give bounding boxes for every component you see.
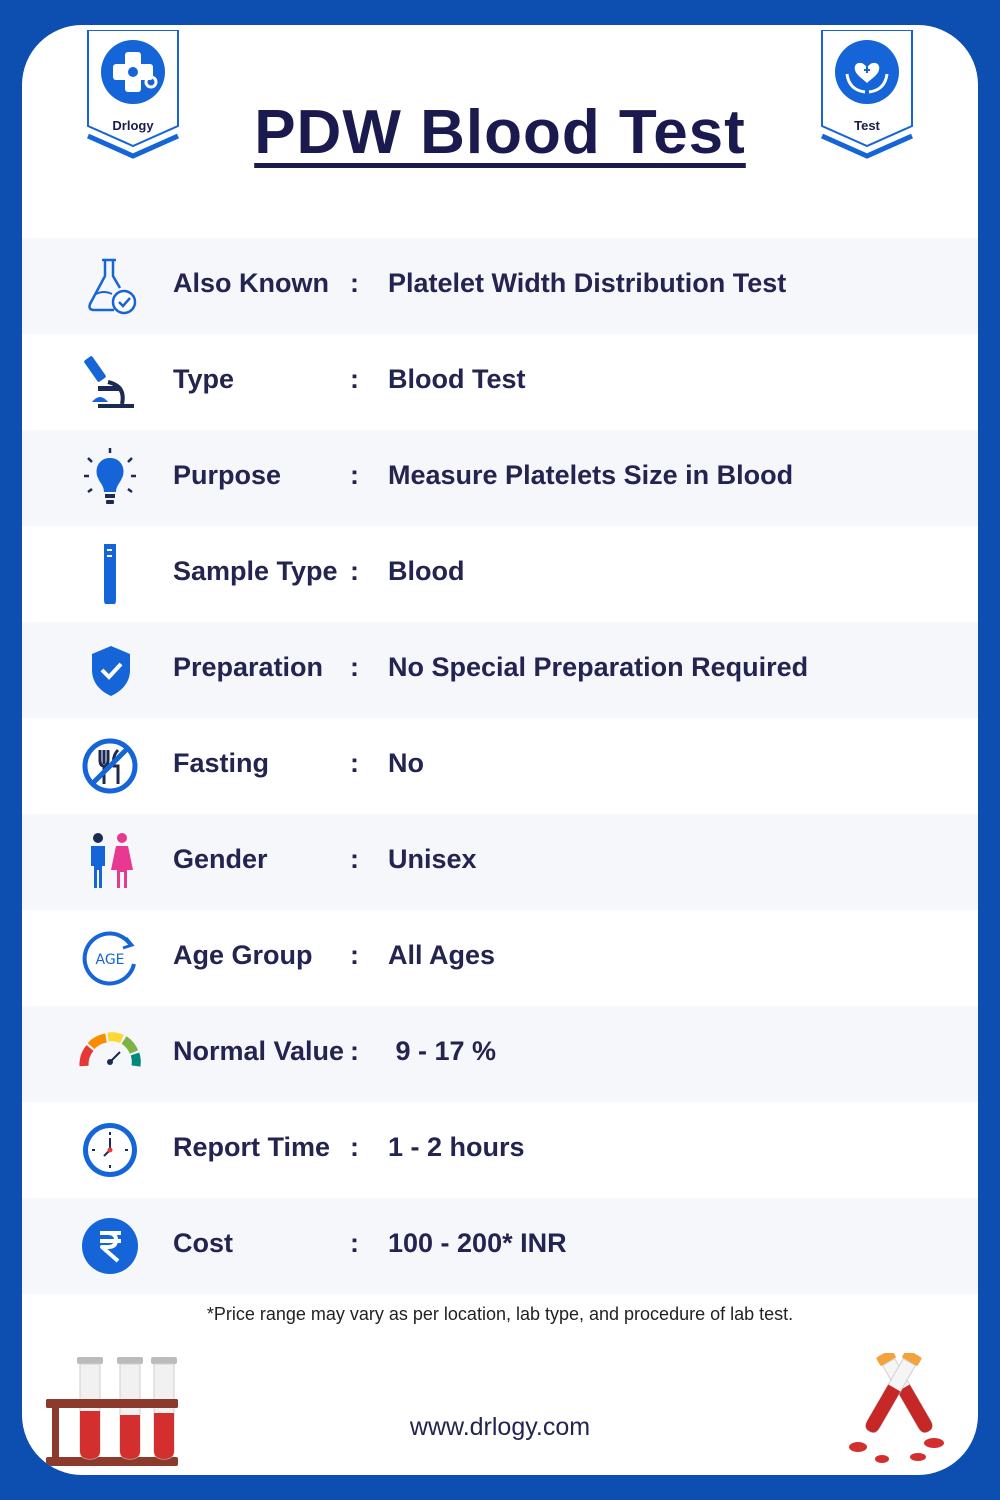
row-value: Blood [388,556,465,586]
row-label: Normal Value [173,1036,345,1066]
test-tube-rack-icon [42,1355,182,1467]
row-colon: : [350,1228,359,1258]
row-label: Fasting [173,748,270,778]
row-value: Measure Platelets Size in Blood [388,460,794,490]
gender-icon [78,832,142,892]
row-value: Unisex [388,844,477,874]
row-colon: : [350,748,359,778]
shield-check-icon [78,640,142,700]
row-value: No [388,748,424,778]
info-rows [22,238,978,1294]
row-label: Preparation [173,652,324,682]
row-fasting [22,718,978,814]
row-colon: : [350,268,359,298]
row-colon: : [350,652,359,682]
microscope-icon [78,352,142,412]
svg-text:AGE: AGE [95,952,125,968]
row-colon: : [350,460,359,490]
page-title [22,97,978,168]
row-preparation [22,622,978,718]
row-label: Type [173,364,235,394]
blood-tubes-icon [844,1353,954,1468]
test-badge-label: Test [854,118,880,133]
row-value: No Special Preparation Required [388,652,809,682]
row-report-time [22,1102,978,1198]
row-colon: : [350,844,359,874]
row-colon: : [350,940,359,970]
row-gender [22,814,978,910]
row-value: Blood Test [388,364,526,394]
price-note: *Price range may vary as per location, lab type, and procedure of lab test. [206,1304,794,1324]
row-cost [22,1198,978,1294]
no-fasting-icon [78,736,142,796]
row-also-known [22,238,978,334]
row-normal-value [22,1006,978,1102]
row-label: Gender [173,844,268,874]
row-colon: : [350,556,359,586]
row-age-group [22,910,978,1006]
row-purpose [22,430,978,526]
clock-icon [78,1120,142,1180]
row-label: Report Time [173,1132,331,1162]
row-label: Age Group [173,940,313,970]
row-colon: : [350,1036,359,1066]
rupee-icon [78,1216,142,1276]
info-card [22,25,978,1475]
lightbulb-icon [78,448,142,508]
row-label: Purpose [173,460,282,490]
page-title-text: PDW Blood Test [254,98,746,167]
website-link[interactable]: www.drlogy.com [409,1413,591,1441]
row-type [22,334,978,430]
row-value: 9 - 17 % [388,1036,497,1066]
row-value: 1 - 2 hours [388,1132,525,1162]
row-colon: : [350,364,359,394]
row-colon: : [350,1132,359,1162]
row-label: Also Known [173,268,329,298]
test-tube-icon [78,544,142,604]
drlogy-badge-label: Drlogy [112,118,154,133]
age-icon [78,928,142,988]
row-value: 100 - 200* INR [388,1228,567,1258]
row-value: All Ages [388,940,496,970]
gauge-icon [78,1024,142,1084]
row-label: Cost [173,1228,233,1258]
row-value: Platelet Width Distribution Test [388,268,787,298]
row-sample-type [22,526,978,622]
row-label: Sample Type [173,556,338,586]
flask-check-icon [78,256,142,316]
